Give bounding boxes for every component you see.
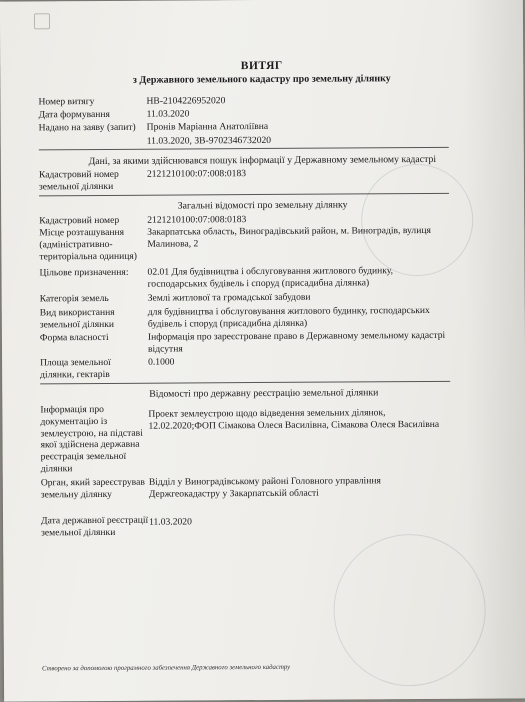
field-label: Площа земельної ділянки, гектарів <box>40 356 111 381</box>
field-value: Інформація про зареєстроване право в Державному земельному кадастрі відсутня <box>147 329 446 355</box>
field-label: Форма власності <box>39 331 109 344</box>
field-value: 0.1000 <box>148 356 175 368</box>
field-label: Категорія земель <box>39 292 109 305</box>
field-label: Надано на заяву (запит) <box>38 121 136 134</box>
field-label: Дата формування <box>38 108 110 121</box>
stamp-ghost <box>333 534 486 687</box>
field-value: НВ-2104226952020 <box>146 95 226 107</box>
field-label: Інформація про документацію із землеустрою, на підставі якої здійснена державна реєстрація земельної ділянки <box>40 403 143 475</box>
field-value: Відділ у Виноградівському районі Головного управління Держгеокадастру у Закарпатській області <box>148 475 381 500</box>
field-label: Цільове призначення: <box>39 266 129 279</box>
field-value: 2121210100:07:008:0183 <box>146 168 247 180</box>
field-value: Землі житлової та громадської забудови <box>147 291 311 304</box>
field-label: Кадастровий номер земельної ділянки <box>38 168 119 193</box>
field-row <box>0 93 523 108</box>
document-subtitle: з Державного земельного кадастру про земельну ділянку <box>132 73 391 86</box>
field-label: Місце розташування (адміністративно-територіальна одиниця) <box>39 226 138 262</box>
field-row <box>1 212 524 227</box>
document-title: ВИТЯГ <box>240 59 283 73</box>
field-value: 2121210100:07:008:0183 <box>147 214 247 226</box>
field-value: 11.03.2020 <box>149 516 192 528</box>
field-label: Дата державної реєстрації земельної ділянки <box>41 514 149 539</box>
divider <box>39 147 449 151</box>
field-label: Номер витягу <box>38 96 95 108</box>
field-label: Вид використання земельної ділянки <box>39 306 115 331</box>
field-value: 02.01 Для будівництва і обслуговування житлового будинку, господарських будівель і споруд (присадибна ділянка) <box>147 265 394 290</box>
punch-mark <box>34 13 50 29</box>
section-title-registration: Відомості про державну реєстрацію земельної ділянки <box>149 387 379 400</box>
section-title-search: Дані, за якими здійснювався пошук інформації у Державному земельному кадастрі <box>88 153 437 168</box>
field-value: Закарпатська область, Виноградівський район, м. Виноградів, вулиця Малинова, 2 <box>147 224 431 250</box>
field-value: 11.03.2020, ЗВ-9702346732020 <box>146 134 272 147</box>
field-row <box>2 401 525 475</box>
field-value: 11.03.2020 <box>146 108 190 120</box>
section-title-general: Загальні відомості про земельну ділянку <box>177 199 348 212</box>
field-label: Орган, який зареєстрував земельну ділянку <box>40 476 145 501</box>
field-label: Кадастровий номер <box>39 214 120 227</box>
footer-note: Створено за допомогою програмного забезпечення Державного земельного кадастру <box>41 663 291 673</box>
field-row <box>1 264 524 290</box>
field-value: для будівництва і обслуговування житлового будинку, господарських будівель і споруд (присадибна ділянка) <box>147 304 430 330</box>
field-value: Проект землеустрою щодо відведення земельних ділянок, 12.02.2020;ФОП Сімакова Олеся Василівна, Сімакова Олеся Василівна <box>148 407 440 432</box>
field-value: Пронів Маріанна Анатоліївна <box>146 120 269 133</box>
field-row <box>2 354 525 381</box>
divider <box>40 381 450 385</box>
field-row <box>3 512 525 539</box>
field-row <box>2 290 525 305</box>
